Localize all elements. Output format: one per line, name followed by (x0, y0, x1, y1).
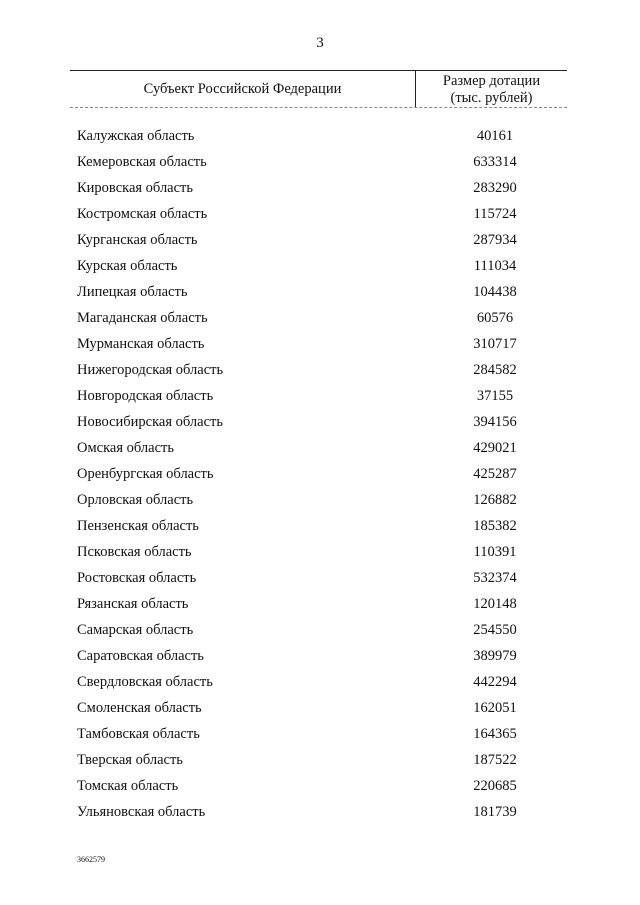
region-name: Нижегородская область (77, 362, 224, 378)
region-name: Ульяновская область (77, 804, 206, 820)
subsidy-amount: 111034 (473, 258, 517, 274)
region-name: Самарская область (77, 622, 194, 638)
table-row (0, 646, 640, 672)
region-name: Кемеровская область (77, 154, 207, 170)
region-name: Омская область (77, 440, 174, 456)
table-row (0, 568, 640, 594)
table-row (0, 438, 640, 464)
region-name: Магаданская область (77, 310, 208, 326)
region-name: Курганская область (77, 232, 198, 248)
table-row (0, 516, 640, 542)
region-name: Рязанская область (77, 596, 189, 612)
table-row (0, 334, 640, 360)
region-name: Ростовская область (77, 570, 197, 586)
region-name: Мурманская область (77, 336, 205, 352)
subsidy-amount: 110391 (473, 544, 517, 560)
region-name: Липецкая область (77, 284, 188, 300)
table-row (0, 672, 640, 698)
table-row (0, 126, 640, 152)
subsidy-amount: 185382 (473, 518, 517, 534)
table-row (0, 724, 640, 750)
region-name: Тамбовская область (77, 726, 200, 742)
header-amount (416, 73, 567, 107)
subsidy-amount: 40161 (476, 128, 514, 144)
region-name: Костромская область (77, 206, 208, 222)
region-name: Саратовская область (77, 648, 204, 664)
region-name: Пензенская область (77, 518, 199, 534)
table-row (0, 464, 640, 490)
table-row (0, 776, 640, 802)
subsidy-amount: 389979 (473, 648, 517, 664)
header-amount-line1: Размер дотации (442, 73, 541, 89)
subsidy-amount: 115724 (473, 206, 517, 222)
subsidy-amount: 187522 (473, 752, 517, 768)
table-row (0, 282, 640, 308)
region-name: Оренбургская область (77, 466, 214, 482)
table-row (0, 152, 640, 178)
subsidy-amount: 532374 (473, 570, 517, 586)
region-name: Орловская область (77, 492, 194, 508)
table-row (0, 802, 640, 828)
table-row (0, 204, 640, 230)
table-row (0, 178, 640, 204)
subsidy-amount: 181739 (473, 804, 517, 820)
subsidy-amount: 287934 (473, 232, 517, 248)
table-row (0, 386, 640, 412)
table-header (70, 70, 567, 108)
table-body (0, 126, 640, 828)
table-row (0, 256, 640, 282)
subsidy-amount: 60576 (476, 310, 514, 326)
subsidy-amount: 120148 (473, 596, 517, 612)
table-row (0, 594, 640, 620)
table-row (0, 412, 640, 438)
table-row (0, 542, 640, 568)
region-name: Смоленская область (77, 700, 202, 716)
subsidy-amount: 104438 (473, 284, 517, 300)
table-row (0, 230, 640, 256)
subsidy-amount: 162051 (473, 700, 517, 716)
subsidy-amount: 283290 (473, 180, 517, 196)
region-name: Калужская область (77, 128, 195, 144)
subsidy-amount: 425287 (473, 466, 517, 482)
region-name: Новосибирская область (77, 414, 223, 430)
header-amount-line2: (тыс. рублей) (450, 90, 533, 106)
table-row (0, 360, 640, 386)
subsidy-amount: 126882 (473, 492, 517, 508)
table-row (0, 308, 640, 334)
region-name: Свердловская область (77, 674, 213, 690)
region-name: Псковская область (77, 544, 192, 560)
subsidy-amount: 164365 (473, 726, 517, 742)
subsidy-amount: 429021 (473, 440, 517, 456)
table-row (0, 750, 640, 776)
subsidy-amount: 37155 (476, 388, 514, 404)
table-row (0, 490, 640, 516)
subsidy-amount: 633314 (473, 154, 517, 170)
region-name: Новгородская область (77, 388, 214, 404)
subsidy-amount: 220685 (473, 778, 517, 794)
header-subject: Субъект Российской Федерации (143, 81, 342, 97)
region-name: Курская область (77, 258, 178, 274)
region-name: Тверская область (77, 752, 183, 768)
subsidy-amount: 284582 (473, 362, 517, 378)
table-row (0, 698, 640, 724)
region-name: Томская область (77, 778, 179, 794)
subsidy-amount: 394156 (473, 414, 517, 430)
document-code: 3662579 (77, 855, 105, 864)
subsidy-amount: 310717 (473, 336, 517, 352)
subsidy-amount: 254550 (473, 622, 517, 638)
subsidy-amount: 442294 (473, 674, 517, 690)
page-number: 3 (316, 35, 324, 51)
region-name: Кировская область (77, 180, 194, 196)
table-row (0, 620, 640, 646)
